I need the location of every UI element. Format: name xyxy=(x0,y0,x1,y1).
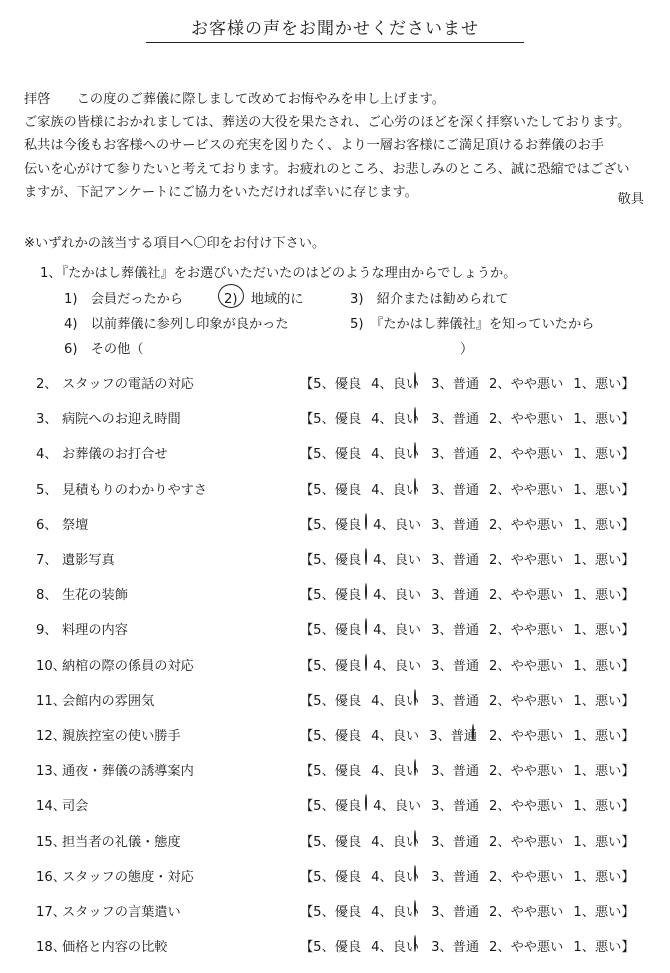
question-label: 価格と内容の比較 xyxy=(62,940,168,956)
question-label: 祭壇 xyxy=(62,517,89,533)
rating-option-3[interactable]: 3、普通 xyxy=(431,764,480,780)
option-label: 以前葬儀に参列し印象が良かった xyxy=(90,317,289,332)
rating-option-2[interactable]: 2、やや悪い xyxy=(489,588,564,604)
question-number: 17、 xyxy=(36,905,66,920)
question-label: スタッフの言葉遣い xyxy=(62,905,181,920)
intro-line: 伝いを心がけて参りたいと考えております。お疲れのところ、お悲しみのところ、誠に恐縮ではござい xyxy=(24,161,630,177)
intro-text xyxy=(24,88,644,204)
rating-option-1[interactable]: 1、悪い】 xyxy=(573,517,635,533)
rating-option-5[interactable]: 【5、優良 xyxy=(300,834,362,850)
question-label: 病院へのお迎え時間 xyxy=(62,412,181,428)
rating-option-3[interactable]: 3、普通 xyxy=(431,905,480,920)
question-label: 見積もりのわかりやすさ xyxy=(62,482,208,498)
q1-option-6[interactable] xyxy=(64,338,473,357)
rating-option-4[interactable]: 4、良い xyxy=(371,447,421,462)
question-number: 2、 xyxy=(36,377,58,392)
rating-scale xyxy=(300,619,635,638)
q1-option-4[interactable] xyxy=(64,313,289,332)
rating-scale xyxy=(300,725,635,744)
rating-option-2[interactable]: 2、やや悪い xyxy=(489,869,564,885)
rating-row xyxy=(0,795,670,819)
rating-option-4[interactable]: 4、良い xyxy=(371,905,421,920)
rating-option-4[interactable]: 4、良い xyxy=(371,483,421,498)
rating-scale xyxy=(300,549,635,568)
selected-rating-mark xyxy=(472,724,474,741)
question-label: お葬儀のお打合せ xyxy=(62,447,168,463)
rating-option-3[interactable]: 3、普通 xyxy=(431,799,480,815)
selected-rating-mark xyxy=(365,654,367,671)
rating-option-3[interactable]: 3、普通 xyxy=(431,377,480,392)
rating-option-5[interactable]: 【5、優良 xyxy=(300,799,363,814)
rating-option-3[interactable]: 3、普通 xyxy=(431,693,480,709)
rating-option-5[interactable]: 【5、優良 xyxy=(300,518,363,533)
closing-text: 敬具 xyxy=(617,192,644,207)
selected-rating-mark xyxy=(414,442,416,459)
rating-option-4[interactable]: 4、良い xyxy=(371,694,421,709)
rating-option-1[interactable]: 1、悪い】 xyxy=(573,447,635,463)
rating-row xyxy=(0,584,670,608)
rating-option-1[interactable]: 1、悪い】 xyxy=(573,764,635,780)
rating-scale xyxy=(300,514,635,533)
question-number: 3、 xyxy=(36,412,58,428)
rating-scale xyxy=(300,760,635,779)
rating-option-5[interactable]: 【5、優良 xyxy=(300,659,363,674)
rating-option-2[interactable]: 2、やや悪い xyxy=(489,377,564,392)
rating-option-2[interactable]: 2、やや悪い xyxy=(489,447,564,463)
question-number: 12、 xyxy=(36,729,66,744)
question-label: 通夜・葬儀の誘導案内 xyxy=(62,764,194,780)
rating-row xyxy=(0,408,670,432)
question-number: 7、 xyxy=(36,553,58,568)
question-number: 10、 xyxy=(36,658,66,674)
rating-row xyxy=(0,619,670,643)
option-label: 地域的に xyxy=(250,292,304,307)
rating-row xyxy=(0,479,670,503)
selected-rating-mark xyxy=(414,478,416,495)
rating-row xyxy=(0,443,670,467)
rating-option-3[interactable]: 3、普通 xyxy=(431,447,480,463)
rating-option-2[interactable]: 2、やや悪い xyxy=(489,940,564,956)
rating-option-5[interactable]: 【5、優良 xyxy=(300,905,362,920)
question-label: 遺影写真 xyxy=(62,553,115,568)
rating-scale xyxy=(300,373,635,392)
rating-option-5[interactable]: 【5、優良 xyxy=(300,729,362,744)
option-number: 5) xyxy=(350,317,364,332)
question-label: スタッフの態度・対応 xyxy=(62,869,194,885)
rating-option-2[interactable]: 2、やや悪い xyxy=(489,658,564,674)
rating-option-2[interactable]: 2、やや悪い xyxy=(489,729,564,744)
option-label: その他（ ） xyxy=(90,342,474,357)
rating-option-1[interactable]: 1、悪い】 xyxy=(573,729,635,744)
q1-option-3[interactable] xyxy=(350,288,509,307)
rating-row xyxy=(0,373,670,397)
rating-row xyxy=(0,655,670,679)
rating-option-2[interactable]: 2、やや悪い xyxy=(489,553,564,568)
question-label: 生花の装飾 xyxy=(62,588,128,604)
rating-option-4[interactable]: 4、良い xyxy=(371,377,421,392)
selected-rating-mark xyxy=(414,830,416,847)
rating-option-3[interactable]: 3、普通 xyxy=(431,658,480,674)
intro-line: ご家族の皆様におかれましては、葬送の大役を果たされ、ご心労のほどを深く拝察いたしております。 xyxy=(24,115,631,131)
rating-option-3[interactable]: 3、普通 xyxy=(431,482,480,498)
rating-option-1[interactable]: 1、悪い】 xyxy=(573,693,635,709)
rating-option-2[interactable]: 2、やや悪い xyxy=(489,482,564,498)
rating-option-2[interactable]: 2、やや悪い xyxy=(489,693,564,709)
question-number: 9、 xyxy=(36,623,58,639)
selected-rating-mark xyxy=(365,794,367,811)
rating-row xyxy=(0,901,670,925)
rating-option-1[interactable]: 1、悪い】 xyxy=(573,588,635,604)
rating-option-4[interactable]: 4、良い xyxy=(371,412,421,427)
rating-option-1[interactable]: 1、悪い】 xyxy=(573,482,635,498)
rating-option-5[interactable]: 【5、優良 xyxy=(300,693,362,709)
intro-line: 私共は今後もお客様へのサービスの充実を図りたく、より一層お客様にご満足頂けるお葬儀のお手 xyxy=(24,138,604,154)
rating-option-5[interactable]: 【5、優良 xyxy=(300,553,363,568)
rating-scale xyxy=(300,443,635,462)
question-number: 14、 xyxy=(36,799,66,815)
rating-row xyxy=(0,514,670,538)
rating-option-5[interactable]: 【5、優良 xyxy=(300,377,362,392)
rating-option-3[interactable]: 3、普通 xyxy=(429,729,479,744)
rating-option-2[interactable]: 2、やや悪い xyxy=(489,764,564,780)
question-label: 納棺の際の係員の対応 xyxy=(62,658,194,674)
rating-option-2[interactable]: 2、やや悪い xyxy=(489,799,564,815)
question-number: 4、 xyxy=(36,447,58,463)
rating-option-3[interactable]: 3、普通 xyxy=(431,588,480,604)
rating-option-4[interactable]: 4、良い xyxy=(373,658,422,674)
rating-option-5[interactable]: 【5、優良 xyxy=(300,447,362,463)
rating-option-3[interactable]: 3、普通 xyxy=(431,940,480,956)
rating-option-1[interactable]: 1、悪い】 xyxy=(573,799,635,815)
question-1: 1、『たかはし葬儀社』をお選びいただいたのはどのような理由からでしょうか。 xyxy=(40,266,517,281)
rating-option-5[interactable]: 【5、優良 xyxy=(300,764,362,780)
question-number: 16、 xyxy=(36,869,66,885)
rating-row xyxy=(0,866,670,890)
rating-option-3[interactable]: 3、普通 xyxy=(431,869,480,885)
rating-option-3[interactable]: 3、普通 xyxy=(431,553,480,568)
option-number: 4) xyxy=(64,317,78,332)
question-label: スタッフの電話の対応 xyxy=(62,377,194,392)
option-label: 会員だったから xyxy=(90,292,184,307)
question-number: 6、 xyxy=(36,517,58,533)
rating-option-1[interactable]: 1、悪い】 xyxy=(573,834,635,850)
rating-option-2[interactable]: 2、やや悪い xyxy=(489,517,564,533)
question-label: 親族控室の使い勝手 xyxy=(62,729,181,744)
rating-row xyxy=(0,549,670,573)
selected-rating-mark xyxy=(414,372,416,389)
selected-rating-mark xyxy=(414,407,416,424)
rating-option-4[interactable]: 4、良い xyxy=(371,835,421,850)
question-number: 11、 xyxy=(36,693,66,709)
rating-scale xyxy=(300,479,635,498)
option-number: 2) xyxy=(224,292,238,307)
question-label: 会館内の雰囲気 xyxy=(62,693,155,709)
title-underline xyxy=(146,42,524,43)
rating-scale xyxy=(300,936,635,955)
rating-option-1[interactable]: 1、悪い】 xyxy=(573,940,635,956)
option-number: 1) xyxy=(64,292,78,307)
rating-scale xyxy=(300,408,635,427)
option-number: 3) xyxy=(350,292,364,307)
rating-option-4[interactable]: 4、良い xyxy=(373,517,422,533)
rating-scale xyxy=(300,690,635,709)
instruction-text: ※いずれかの該当する項目へ〇印をお付け下さい。 xyxy=(24,236,326,251)
rating-option-1[interactable]: 1、悪い】 xyxy=(573,905,635,920)
rating-option-2[interactable]: 2、やや悪い xyxy=(489,905,564,920)
rating-option-4[interactable]: 4、良い xyxy=(371,870,421,885)
rating-scale xyxy=(300,831,635,850)
rating-option-1[interactable]: 1、悪い】 xyxy=(573,553,635,568)
rating-option-4[interactable]: 4、良い xyxy=(371,729,420,744)
question-number: 5、 xyxy=(36,482,58,498)
selected-rating-mark xyxy=(365,513,367,530)
rating-option-1[interactable]: 1、悪い】 xyxy=(573,658,635,674)
intro-line: ますが、下記アンケートにご協力をいただければ幸いに存じます。 xyxy=(24,184,418,200)
rating-scale xyxy=(300,901,635,920)
selected-rating-mark xyxy=(365,548,367,565)
question-number: 15、 xyxy=(36,834,66,850)
rating-option-2[interactable]: 2、やや悪い xyxy=(489,623,564,639)
rating-option-1[interactable]: 1、悪い】 xyxy=(573,377,635,392)
rating-option-5[interactable]: 【5、優良 xyxy=(300,869,362,885)
option-number: 6) xyxy=(64,342,78,357)
q1-option-5[interactable] xyxy=(350,313,594,332)
q1-selection-mark xyxy=(218,284,244,308)
question-label: 担当者の礼儀・態度 xyxy=(62,834,181,850)
rating-option-4[interactable]: 4、良い xyxy=(371,764,421,779)
rating-option-4[interactable]: 4、良い xyxy=(373,799,422,815)
rating-row xyxy=(0,725,670,749)
rating-option-2[interactable]: 2、やや悪い xyxy=(489,834,564,850)
selected-rating-mark xyxy=(414,900,416,917)
question-number: 8、 xyxy=(36,588,58,604)
question-label: 料理の内容 xyxy=(62,623,128,639)
rating-option-4[interactable]: 4、良い xyxy=(373,553,422,568)
rating-scale xyxy=(300,866,635,885)
rating-option-1[interactable]: 1、悪い】 xyxy=(573,869,635,885)
rating-option-5[interactable]: 【5、優良 xyxy=(300,412,362,428)
rating-scale xyxy=(300,584,635,603)
option-label: 紹介または勧められて xyxy=(376,292,509,307)
selected-rating-mark xyxy=(414,759,416,776)
rating-option-4[interactable]: 4、良い xyxy=(373,623,422,639)
selected-rating-mark xyxy=(414,935,416,952)
selected-rating-mark xyxy=(414,689,416,706)
rating-option-4[interactable]: 4、良い xyxy=(373,588,422,604)
option-label: 『たかはし葬儀社』を知っていたから xyxy=(376,317,595,332)
rating-option-5[interactable]: 【5、優良 xyxy=(300,940,362,956)
page-title: お客様の声をお聞かせくださいませ xyxy=(191,19,479,39)
rating-option-3[interactable]: 3、普通 xyxy=(431,517,480,533)
rating-scale xyxy=(300,655,635,674)
question-label: 司会 xyxy=(62,799,89,815)
rating-option-3[interactable]: 3、普通 xyxy=(431,834,480,850)
rating-scale xyxy=(300,795,635,814)
rating-row xyxy=(0,690,670,714)
rating-row xyxy=(0,936,670,960)
rating-option-5[interactable]: 【5、優良 xyxy=(300,482,362,498)
rating-option-4[interactable]: 4、良い xyxy=(371,940,421,955)
selected-rating-mark xyxy=(365,618,367,635)
question-number: 13、 xyxy=(36,764,66,780)
rating-option-3[interactable]: 3、普通 xyxy=(431,623,480,639)
rating-row xyxy=(0,760,670,784)
selected-rating-mark xyxy=(365,583,367,600)
q1-option-1[interactable] xyxy=(64,288,183,307)
rating-option-3[interactable]: 3、普通 xyxy=(431,412,480,428)
rating-option-5[interactable]: 【5、優良 xyxy=(300,623,363,638)
rating-option-1[interactable]: 1、悪い】 xyxy=(573,412,635,428)
rating-option-5[interactable]: 【5、優良 xyxy=(300,588,363,603)
selected-rating-mark xyxy=(414,865,416,882)
rating-option-2[interactable]: 2、やや悪い xyxy=(489,412,564,428)
intro-line: 拝啓 この度のご葬儀に際しまして改めてお悔やみを申し上げます。 xyxy=(24,92,445,107)
question-number: 18、 xyxy=(36,940,66,956)
rating-option-1[interactable]: 1、悪い】 xyxy=(573,623,635,639)
rating-row xyxy=(0,831,670,855)
